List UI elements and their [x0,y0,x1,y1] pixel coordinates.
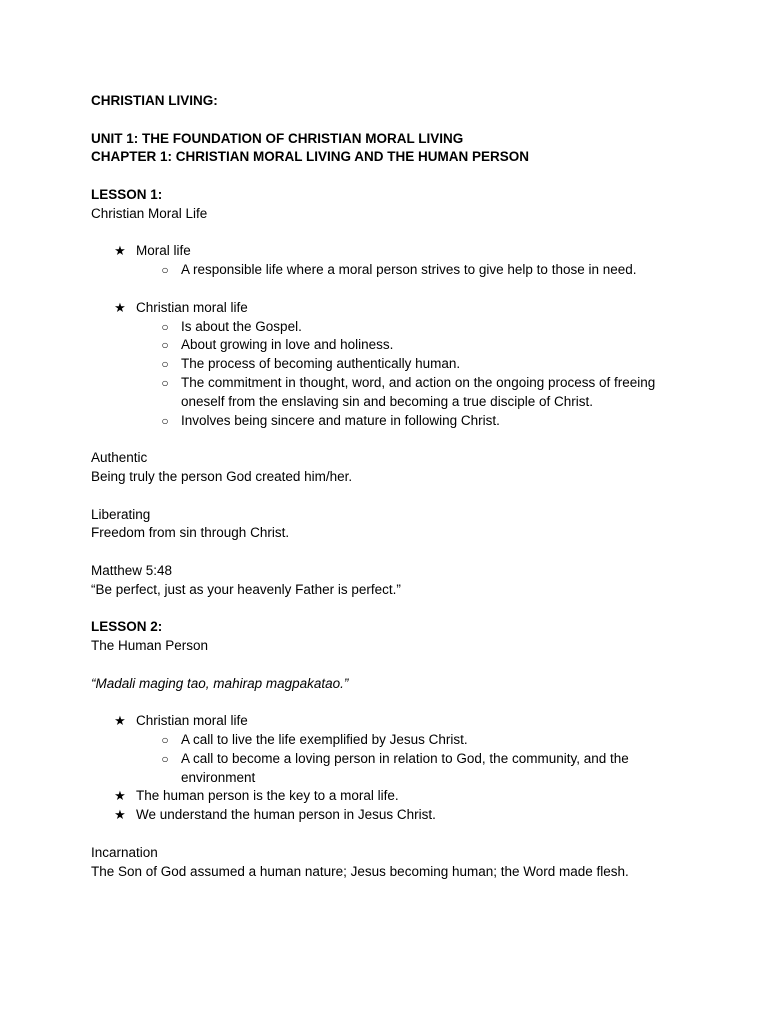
lesson1-bullet-list [91,242,691,280]
circle-bullet-icon: ○ [161,357,169,372]
bullet-item [91,712,691,787]
circle-bullet-icon: ○ [161,338,169,353]
bullet-text: Moral life [136,243,191,259]
sub-bullet-item [136,261,691,280]
lesson2-bullet-list [91,712,691,825]
bullet-text: Christian moral life [136,713,248,729]
sub-bullet-list [136,318,691,431]
definition-liberating: Freedom from sin through Christ. [91,525,290,541]
circle-bullet-icon: ○ [161,375,169,390]
scripture-quote: “Be perfect, just as your heavenly Father is perfect.” [91,581,401,597]
sub-bullet-text: About growing in love and holiness. [181,337,394,353]
circle-bullet-icon: ○ [161,733,169,748]
sub-bullet-item [136,731,691,750]
document-content [91,92,691,881]
scripture-reference: Matthew 5:48 [91,562,173,578]
sub-bullet-list [136,731,691,787]
definition-authentic: Being truly the person God created him/her. [91,468,353,484]
chapter-heading: CHAPTER 1: CHRISTIAN MORAL LIVING AND THE HUMAN PERSON [91,149,530,165]
sub-bullet-item [136,318,691,337]
lesson2-subtitle: The Human Person [91,638,209,654]
term-authentic: Authentic [91,450,148,466]
bullet-item [91,787,691,806]
bullet-text: Christian moral life [136,299,248,315]
sub-bullet-item [136,374,691,412]
lesson1-subtitle: Christian Moral Life [91,205,208,221]
star-icon: ★ [114,243,126,259]
star-icon: ★ [114,713,126,729]
star-icon: ★ [114,788,126,804]
bullet-item [91,299,691,431]
lesson2-heading: LESSON 2: [91,619,163,635]
bullet-item [91,806,691,825]
bullet-text: We understand the human person in Jesus Christ. [136,807,436,823]
sub-bullet-list [136,261,691,280]
sub-bullet-text: A responsible life where a moral person strives to give help to those in need. [181,262,637,278]
lesson2-quote: “Madali maging tao, mahirap magpakatao.” [91,675,349,691]
bullet-item [91,242,691,280]
circle-bullet-icon: ○ [161,751,169,766]
sub-bullet-item [136,336,691,355]
sub-bullet-text: Involves being sincere and mature in following Christ. [181,412,500,428]
sub-bullet-item [136,750,691,788]
document-title: CHRISTIAN LIVING: [91,93,218,108]
sub-bullet-text: The commitment in thought, word, and action on the ongoing process of freeing oneself from the enslaving sin and becoming a true disciple of Christ. [181,374,656,409]
sub-bullet-item [136,412,691,431]
star-icon: ★ [114,807,126,823]
definition-incarnation: The Son of God assumed a human nature; Jesus becoming human; the Word made flesh. [91,863,629,879]
circle-bullet-icon: ○ [161,319,169,334]
term-incarnation: Incarnation [91,844,158,860]
circle-bullet-icon: ○ [161,413,169,428]
sub-bullet-text: Is about the Gospel. [181,318,302,334]
star-icon: ★ [114,299,126,315]
sub-bullet-text: A call to live the life exemplified by Jesus Christ. [181,732,468,748]
sub-bullet-item [136,355,691,374]
lesson1-bullet-list-2 [91,299,691,431]
term-liberating: Liberating [91,506,151,522]
sub-bullet-text: A call to become a loving person in relation to God, the community, and the environment [181,750,629,785]
circle-bullet-icon: ○ [161,263,169,278]
lesson1-heading: LESSON 1: [91,186,163,202]
sub-bullet-text: The process of becoming authentically human. [181,356,461,372]
unit-heading: UNIT 1: THE FOUNDATION OF CHRISTIAN MORAL LIVING [91,130,464,146]
bullet-text: The human person is the key to a moral life. [136,788,399,804]
